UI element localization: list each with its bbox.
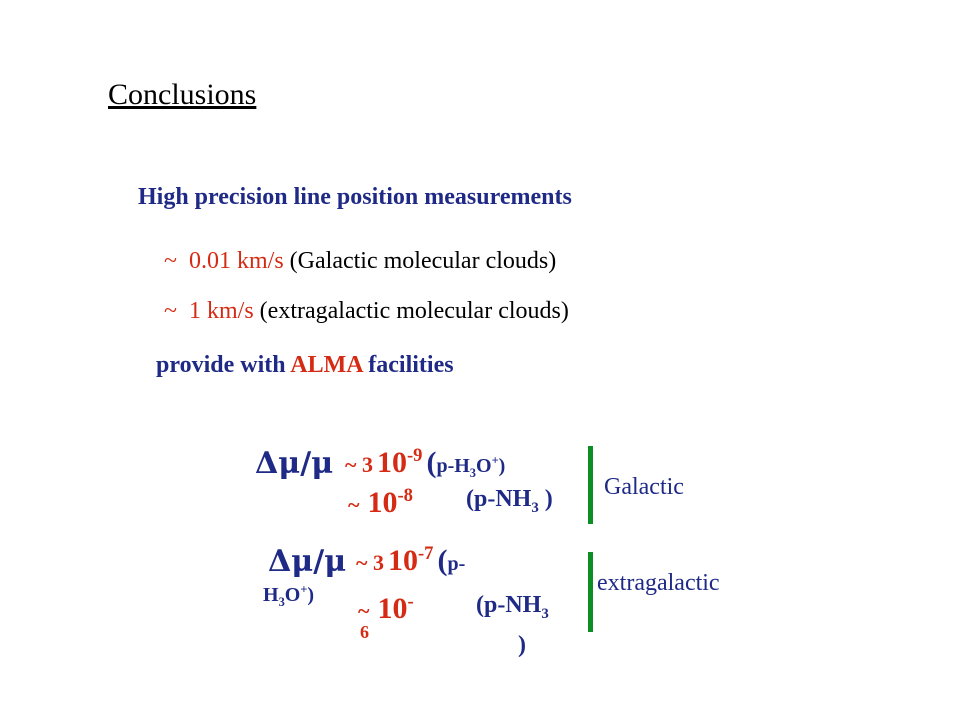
- facility-suffix: facilities: [368, 352, 454, 378]
- extragalactic-row-2: [358, 592, 414, 626]
- approx: ~ 3: [345, 452, 373, 477]
- headline: High precision line position measurements: [138, 184, 572, 210]
- approx: ~: [348, 492, 360, 517]
- species-open: (: [437, 544, 448, 577]
- species-h3o: $p-H_3O^+$): [436, 453, 506, 480]
- species-nh3: ($p-NH_3$: [476, 592, 549, 622]
- facility-prefix: provide with: [156, 352, 286, 378]
- delta-mu-symbol-galactic: Δμ/μ: [255, 446, 334, 481]
- galactic-row-1: [345, 446, 505, 480]
- extragalactic-row-1: [356, 544, 465, 578]
- approx: ~ 3: [356, 550, 384, 575]
- bracket-bar-galactic: [588, 446, 593, 524]
- power-value: $10^{-7}$: [387, 543, 434, 577]
- power-value: 10-: [377, 591, 414, 625]
- exponent-wrap: 6: [360, 622, 369, 642]
- delta-mu-symbol-extragalactic: Δμ/μ: [268, 544, 347, 579]
- tilde: ~: [164, 248, 177, 274]
- page-title: Conclusions: [108, 78, 257, 111]
- velocity-value: 0.01 km/s: [188, 248, 284, 274]
- approx: ~: [358, 598, 370, 623]
- power-value: $10^{-9}$: [376, 445, 423, 479]
- species-h3o-wrap: $H_3O^+$): [263, 582, 315, 609]
- measurement-extragalactic: [164, 298, 569, 325]
- measurement-desc: (extragalactic molecular clouds): [259, 298, 569, 324]
- label-galactic: Galactic: [604, 474, 684, 500]
- measurement-desc: (Galactic molecular clouds): [289, 248, 557, 274]
- bracket-bar-extragalactic: [588, 552, 593, 632]
- facility-name: ALMA: [290, 352, 363, 378]
- species-open: (: [426, 446, 437, 479]
- label-extragalactic: extragalactic: [597, 570, 720, 596]
- tilde: ~: [164, 298, 177, 324]
- velocity-value: 1 km/s: [188, 298, 254, 324]
- species-start: p-: [447, 553, 466, 575]
- measurement-galactic: [164, 248, 556, 275]
- facility-line: [156, 352, 454, 379]
- galactic-row-2: [348, 486, 413, 520]
- species-close: ): [518, 632, 526, 658]
- species-nh3: ($p-NH_3$ ): [466, 486, 553, 516]
- power-value: $10^{-8}$: [367, 485, 413, 519]
